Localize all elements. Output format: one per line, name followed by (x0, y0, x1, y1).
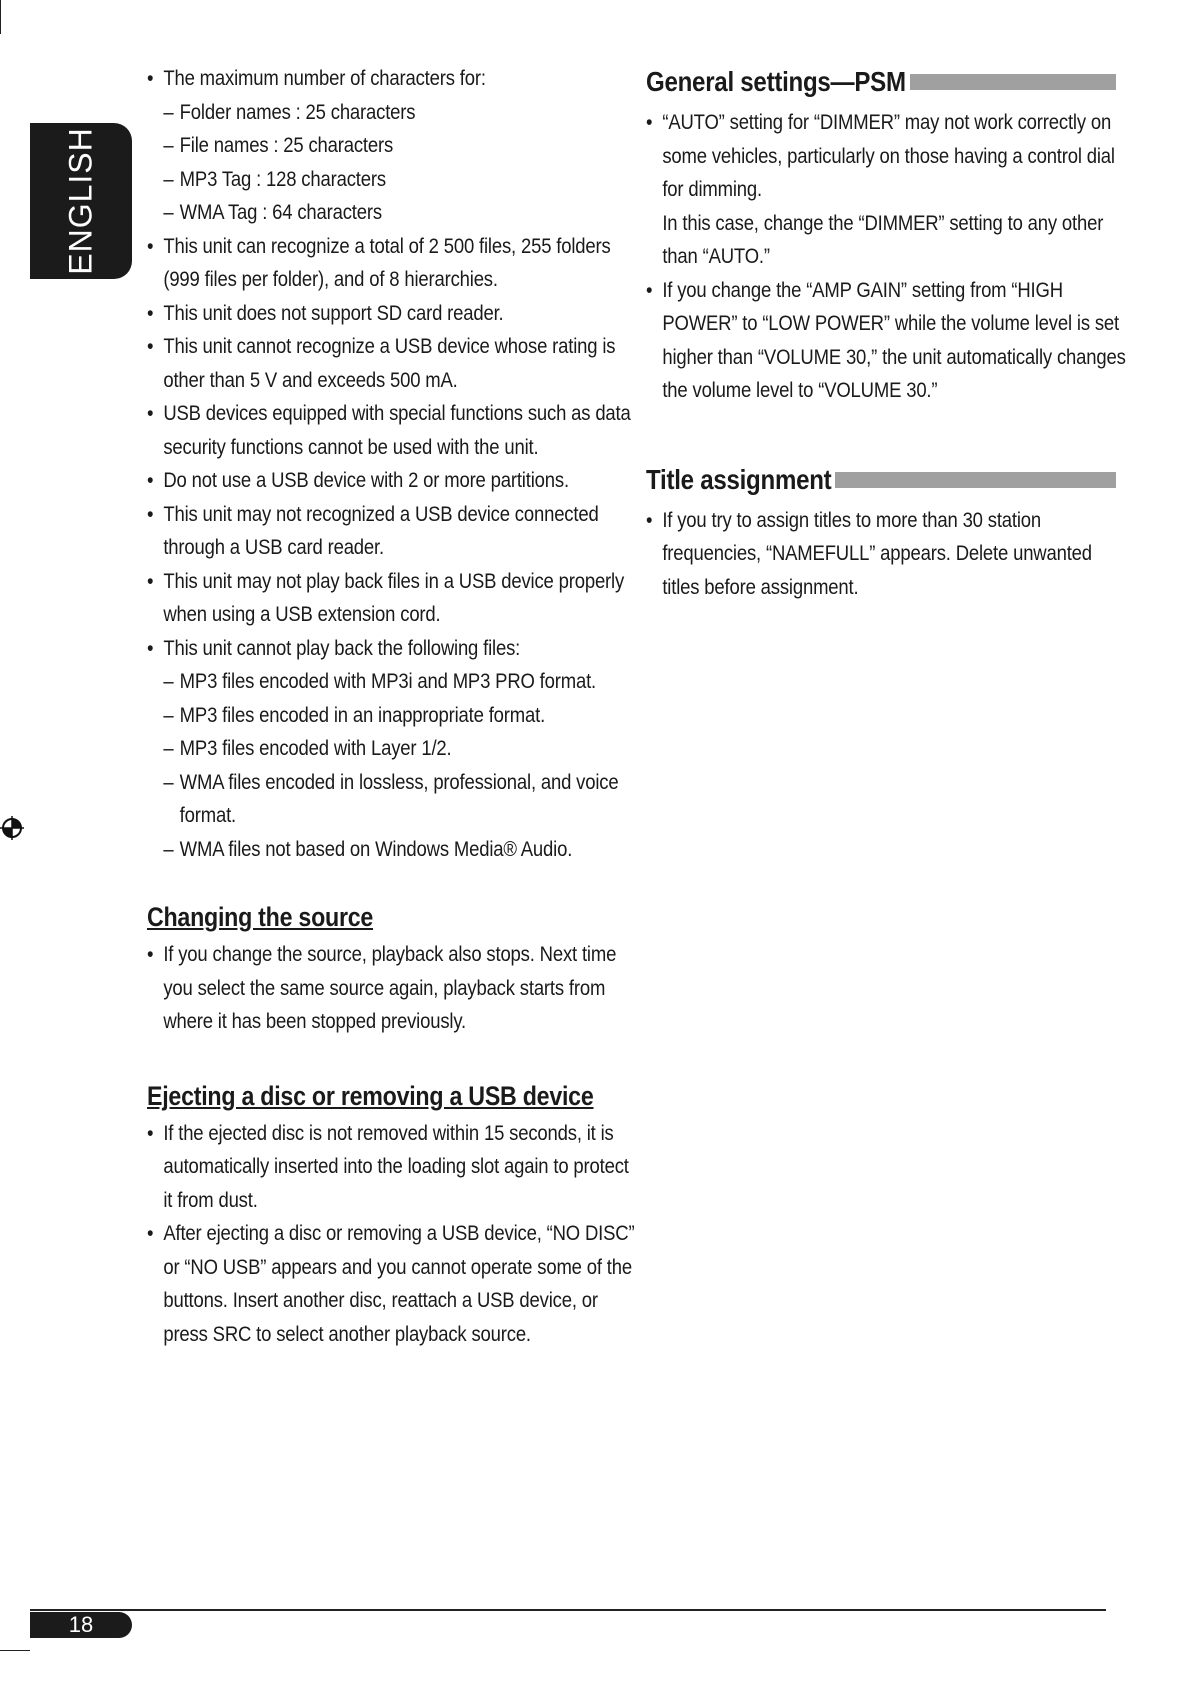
crop-mark-bottom (0, 1650, 30, 1651)
sub-item: – WMA files encoded in lossless, professional, and voice format. (163, 769, 619, 827)
list-item: • “AUTO” setting for “DIMMER” may not work correctly on some vehicles, particularly on those having a control dial for dimming. (646, 110, 1115, 201)
list-item: • This unit can recognize a total of 2 500 files, 255 folders (999 files per folder), and of 8 hierarchies. (147, 233, 611, 291)
crop-mark-top (0, 0, 1, 34)
list-item: • This unit may not recognized a USB device connected through a USB card reader. (147, 501, 599, 559)
section-heading-title-assignment (646, 460, 1116, 500)
sub-item: – MP3 Tag : 128 characters (163, 166, 386, 191)
heading-text: Title assignment (646, 463, 832, 495)
list-item: • This unit may not play back files in a USB device properly when using a USB extension cord. (147, 568, 625, 626)
list-item: • If you change the source, playback also stops. Next time you select the same source again, playback starts from where it has been stopped previously. (147, 942, 617, 1033)
list-item: • This unit does not support SD card reader. (147, 300, 504, 325)
section-title-changing-source: Changing the source (147, 902, 374, 932)
sub-item: – MP3 files encoded in an inappropriate format. (163, 702, 546, 727)
list-item: • If you change the “AMP GAIN” setting from “HIGH POWER” to “LOW POWER” while the volume level is set higher than “VOLUME 30,” the unit automatically changes the volume level to “VOLUME 30.” (646, 277, 1126, 402)
heading-bar (835, 472, 1116, 488)
sub-item: – Folder names : 25 characters (163, 99, 416, 124)
sub-item: – WMA Tag : 64 characters (163, 200, 382, 224)
list-item: • Do not use a USB device with 2 or more partitions. (147, 468, 569, 492)
section-heading-psm (646, 62, 1116, 102)
sub-item: – WMA files not based on Windows Media® Audio. (163, 836, 573, 861)
note-text: In this case, change the “DIMMER” setting to any other than “AUTO.” (662, 210, 1104, 268)
footer-rule (30, 1609, 1106, 1611)
heading-text: General settings—PSM (646, 66, 906, 97)
sub-item: – MP3 files encoded with Layer 1/2. (163, 736, 452, 760)
language-tab (30, 123, 132, 279)
list-item: • This unit cannot play back the following files: (147, 635, 521, 660)
page-number: 18 (30, 1612, 132, 1638)
list-item: • The maximum number of characters for: (147, 66, 486, 90)
list-item: • If you try to assign titles to more than 30 station frequencies, “NAMEFULL” appears. Delete unwanted titles before assignment. (646, 507, 1092, 599)
right-column (646, 62, 1126, 604)
list-item: • If the ejected disc is not removed within 15 seconds, it is automatically inserted into the loading slot again to protect it from dust. (147, 1120, 629, 1212)
list-item: • USB devices equipped with special functions such as data security functions cannot be used with the unit. (147, 401, 631, 459)
left-column (147, 62, 635, 1351)
section-title-ejecting: Ejecting a disc or removing a USB device (147, 1080, 594, 1111)
sub-item: – File names : 25 characters (163, 133, 394, 157)
language-label: ENGLISH (62, 127, 99, 275)
sub-item: – MP3 files encoded with MP3i and MP3 PRO format. (163, 669, 597, 693)
list-item: • This unit cannot recognize a USB device whose rating is other than 5 V and exceeds 500 mA. (147, 334, 616, 392)
heading-bar (910, 74, 1116, 90)
registration-mark-icon (0, 816, 24, 840)
list-item: • After ejecting a disc or removing a USB device, “NO DISC” or “NO USB” appears and you cannot operate some of the buttons. Insert another disc, reattach a USB device, or press SRC to select another playback source. (147, 1221, 635, 1346)
